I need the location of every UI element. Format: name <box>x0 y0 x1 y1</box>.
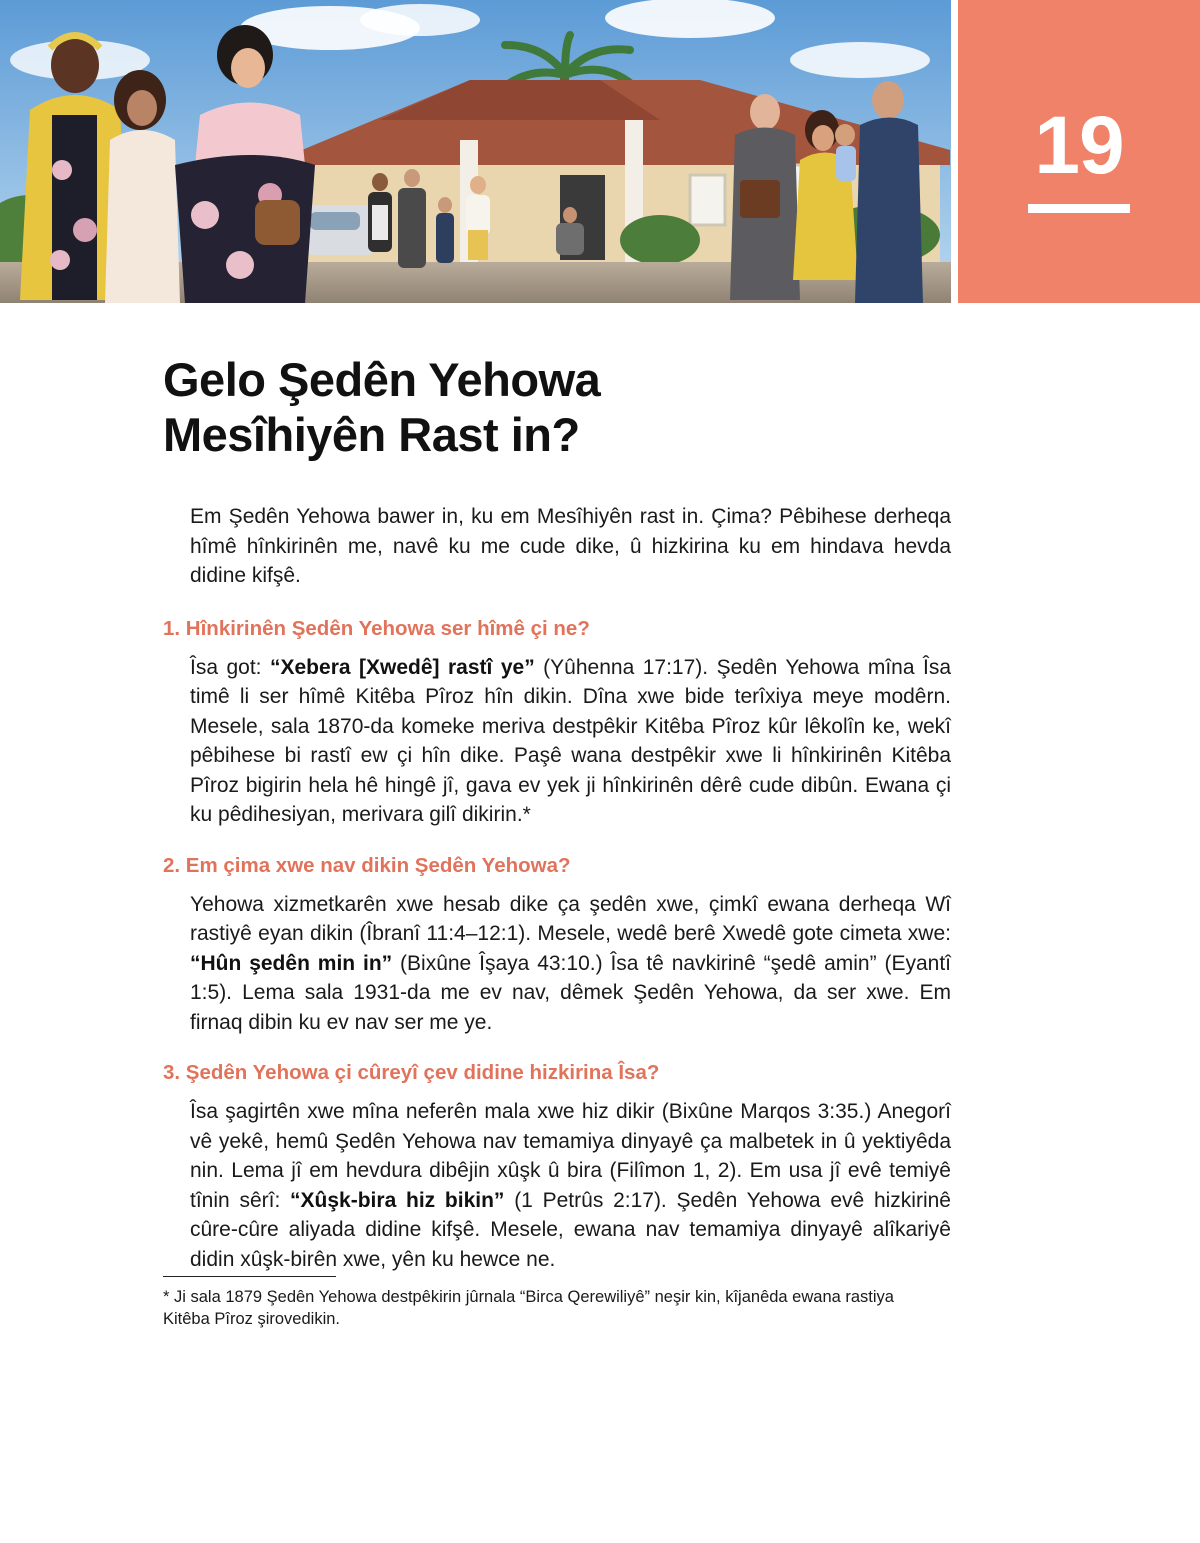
question-2: 2. Em çima xwe nav dikin Şedên Yehowa? <box>163 853 571 877</box>
answer-2 <box>190 890 951 1038</box>
answer-1 <box>190 653 951 830</box>
question-3: 3. Şedên Yehowa çi cûreyî çev didine hizkirina Îsa? <box>163 1061 660 1084</box>
answer-3 <box>190 1097 951 1274</box>
page-title-line-2: Mesîhiyên Rast in? <box>163 408 580 461</box>
answer-3-text-b: (1 Petrûs 2:17). Şedên Yehowa evê hizkirinê cûre-cûre aliyada didine kifşê. Mesele, ewana nav temamiya dinyayê alîkariyê didin xûşk-birên xwe, yên ku hewce ne. <box>190 1188 951 1271</box>
header-photo <box>0 0 951 303</box>
answer-1-quote: “Xebera [Xwedê] rastî ye” <box>270 655 535 679</box>
answer-2-text-b: (Bixûne Îşaya 43:10.) Îsa tê navkirinê “şedê amin” (Eyantî 1:5). Lema sala 1931-da me ev nav, dêmek Şedên Yehowa, da ser xwe. Em firnaq dibin ku ev nav ser me ye. <box>190 951 951 1034</box>
page-title-line-1: Gelo Şedên Yehowa <box>163 353 601 406</box>
question-1: 1. Hînkirinên Şedên Yehowa ser hîmê çi ne? <box>163 616 590 640</box>
chapter-number: 19 <box>1034 100 1124 191</box>
answer-3-text-a: Îsa şagirtên xwe mîna neferên mala xwe hiz dikir (Bixûne Marqos 3:35.) Anegorî vê yekê, hemû Şedên Yehowa nav temamiya dinyayê ça malbetek in û yektiyêda nin. Lema jî em hevdura dibêjin xûşk û bira (Filîmon 1, 2). Em usa jî evê temiyê tînin sêrî: <box>190 1100 951 1212</box>
page-title <box>163 352 923 462</box>
answer-3-quote: “Xûşk-bira hiz bikin” <box>290 1188 505 1212</box>
answer-1-text-a: Îsa got: <box>190 655 270 679</box>
intro-paragraph: Em Şedên Yehowa bawer in, ku em Mesîhiyên rast in. Çima? Pêbihese derheqa hîmê hînkirinên me, navê ku me cude dike, û hizkirina ku em hindava hevda didine kifşê. <box>190 505 951 587</box>
answer-1-text-b: (Yûhenna 17:17). Şedên Yehowa mîna Îsa timê li ser hîmê Kitêba Pîroz hîn dikin. Dîna xwe bide terîxiya meye modêrn. Mesele, sala 1870-da komeke meriva destpêkir Kitêba Pîroz kûr lêkolîn ke, wekî pêbihese bi rastî ew çi hîn dike. Paşê wana destpêkir xwe li hînkirinên Kitêba Pîroz bigirin hela hê hingê jî, gava ev yek ji hînkirinên dêrê cude dibûn. Ewana çi ku pêdihesiyan, merivara gilî dikirin.* <box>190 655 952 826</box>
answer-2-quote: “Hûn şedên min in” <box>190 951 393 975</box>
chapter-underline <box>1028 204 1130 213</box>
footnote: * Ji sala 1879 Şedên Yehowa destpêkirin jûrnala “Birca Qerewiliyê” neşir kin, kîjanêda ewana rastiya Kitêba Pîroz şirovedikin. <box>163 1288 894 1328</box>
article-body <box>163 502 951 1296</box>
footnote-divider <box>163 1276 336 1277</box>
chapter-number-box <box>958 0 1200 303</box>
answer-2-text-a: Yehowa xizmetkarên xwe hesab dike ça şedên xwe, çimkî ewana derheqa Wî rastiyê eyan dikin (Îbranî 11:4–12:1). Mesele, wedê berê Xwedê gote cimeta xwe: <box>190 892 951 945</box>
